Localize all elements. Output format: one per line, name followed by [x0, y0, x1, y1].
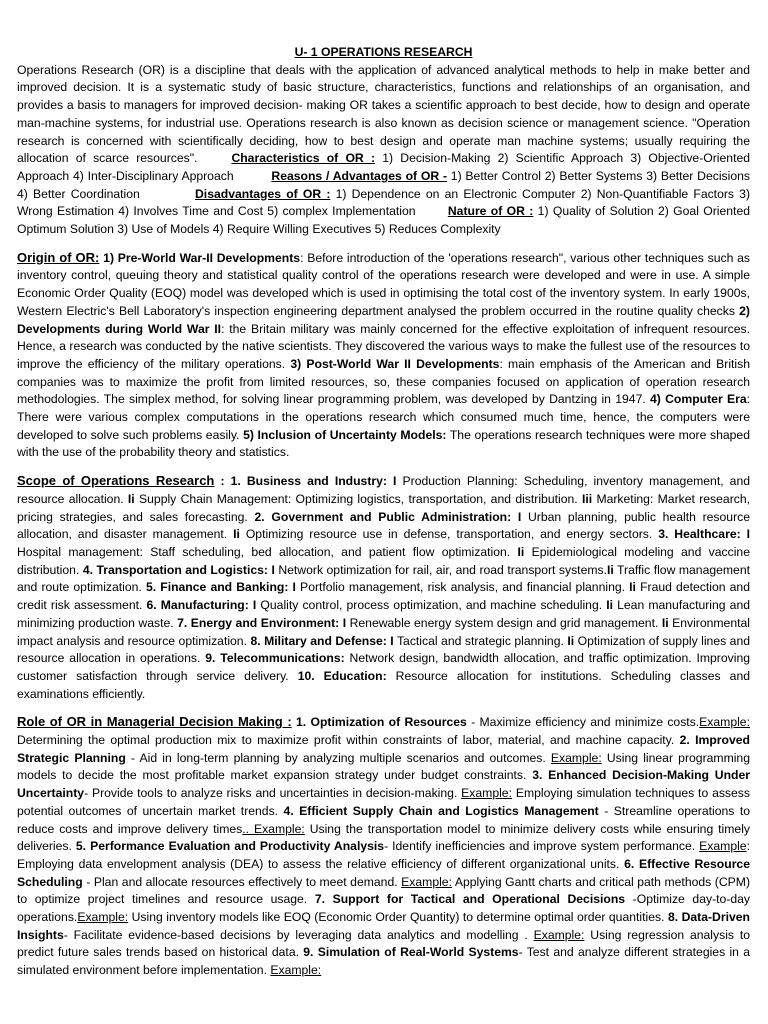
scope-label-1b: Ii	[127, 491, 135, 506]
role-example-text-5: : Employing data envelopment analysis (DEA) to assess the relative efficiency of different organizational units.	[17, 839, 750, 871]
intro-paragraph	[17, 62, 750, 239]
role-text-2: - Aid in long-term planning by analyzing multiple scenarios and outcomes.	[125, 750, 551, 765]
origin-text-5: The operations research techniques were more shaped with the use of the probability theory and statistics.	[17, 427, 750, 460]
scope-text-5: Portfolio management, risk analysis, and financial planning.	[295, 580, 630, 595]
scope-text-1: Production Planning: Scheduling, inventory management, and resource allocation.	[17, 474, 750, 506]
disadvantages-heading: Disadvantages of OR :	[195, 186, 331, 201]
scope-heading: Scope of Operations Research	[17, 473, 215, 489]
origin-text-4: : There were various complex computations in the operations research which consumed much time, hence, the computers were developed to solve such problems easily.	[17, 392, 750, 442]
origin-label-3: 3) Post-World War II Developments	[290, 356, 500, 371]
role-text-1: - Maximize efficiency and minimize costs.	[466, 715, 700, 730]
scope-label-9: 9. Telecommunications:	[205, 651, 345, 666]
role-label-4: 4. Efficient Supply Chain and Logistics Management	[283, 803, 599, 818]
role-text-3: - Provide tools to analyze risks and uncertainties in decision-making.	[84, 786, 462, 801]
role-example-text-4: Using the transportation model to minimize delivery costs while ensuring timely deliveries.	[17, 821, 750, 854]
role-example-text-8: Using regression analysis to predict future sales trends based on historical data.	[17, 927, 750, 960]
scope-label-4b: Ii	[606, 562, 614, 577]
role-example-3: Example:	[461, 786, 512, 801]
role-text-6: - Plan and allocate resources effectively to meet demand.	[82, 874, 402, 889]
characteristics-heading: Characteristics of OR :	[231, 151, 376, 166]
scope-label-6: 6. Manufacturing: I	[146, 598, 257, 613]
scope-text-7: Renewable energy system design and grid management.	[346, 615, 662, 630]
role-label-9: 9. Simulation of Real-World Systems	[303, 945, 519, 960]
role-example-text-6: Applying Gantt charts and critical path methods (CPM) to optimize project timelines and resource usage.	[17, 874, 750, 907]
scope-text-6b: Lean manufacturing and minimizing production waste.	[17, 598, 751, 630]
reasons-heading: Reasons / Advantages of OR -	[271, 168, 447, 183]
role-label-1: 1. Optimization of Resources	[291, 715, 467, 730]
scope-label-10: 10. Education:	[297, 668, 387, 683]
origin-label-5: 5) Inclusion of Uncertainty Models:	[243, 427, 447, 442]
scope-label-1: : 1. Business and Industry: I	[214, 474, 397, 489]
role-text-4: - Streamline operations to reduce costs and improve delivery times	[17, 803, 751, 836]
scope-label-1c: Iii	[581, 491, 593, 506]
scope-text-8: Tactical and strategic planning.	[393, 633, 568, 648]
scope-section	[17, 472, 750, 703]
characteristics-text: 1) Decision-Making 2) Scientific Approach 3) Objective-Oriented Approach 4) Inter-Disciplinary Approach	[17, 151, 751, 183]
role-example-text-1: Determining the optimal production mix to maximize profit within constraints of labor, material, and machine capacity.	[17, 733, 680, 748]
role-separator-4: ..	[242, 821, 254, 836]
role-section	[17, 713, 750, 980]
role-example-text-7: Using inventory models like EOQ (Economic Order Quantity) to determine optimal order quantities.	[128, 910, 668, 925]
scope-text-9: Network design, bandwidth allocation, and traffic optimization. Improving customer satisfaction through service delivery.	[17, 651, 751, 683]
role-example-4: Example:	[253, 821, 305, 836]
role-example-8: Example:	[533, 927, 585, 942]
nature-text: 1) Quality of Solution 2) Goal Oriented Optimum Solution 3) Use of Models 4) Require Willing Executives 5) Reduces Complexity	[17, 204, 750, 237]
reasons-text: 1) Better Control 2) Better Systems 3) Better Decisions 4) Better Coordination	[17, 168, 750, 201]
origin-label-2: 2) Developments during World War II	[17, 303, 750, 336]
role-label-8: 8. Data-Driven Insights	[17, 910, 750, 942]
origin-text-3: : main emphasis of the American and British companies was to maximize the profit from limited resources, so, these companies focused on application of operation research methodologies. The simplex method, for solving linear programming problem, was developed by Dantzing in 1947.	[17, 356, 750, 407]
role-text-5: - Identify inefficiencies and improve system performance.	[384, 839, 700, 854]
role-label-7: 7. Support for Tactical and Operational Decisions	[314, 892, 626, 907]
intro-text: Operations Research (OR) is a discipline that deals with the application of advanced analytical methods to help in make better and improved decision. It is a systematic study of basic structure, characteristics, functions and relationships of an organisation, and provides a basis to managers for improved decision- making OR takes a scientific approach to best decide, how to design and operate man-machine systems, for industrial use. Operations research is also known as decision science or management science. "Operation research is concerned with scientifically deciding, how to best design and operate man machine systems; usually requiring the allocation of scarce resources".	[17, 62, 750, 166]
origin-section	[17, 249, 750, 462]
scope-label-5: 5. Finance and Banking: I	[145, 580, 296, 595]
scope-text-1c: Marketing: Market research, pricing strategies, and sales forecasting.	[17, 491, 751, 524]
scope-label-2: 2. Government and Public Administration: I	[254, 509, 522, 524]
scope-text-4: Network optimization for rail, air, and road transport systems.	[274, 562, 607, 577]
scope-text-1b: Supply Chain Management: Optimizing logistics, transportation, and distribution.	[134, 491, 582, 506]
role-example-2: Example:	[550, 750, 602, 765]
scope-text-6: Quality control, process optimization, and machine scheduling.	[256, 598, 607, 613]
scope-text-7b: Environmental impact analysis and resource optimization.	[17, 615, 750, 648]
scope-text-4b: Traffic flow management and route optimization.	[17, 562, 750, 595]
disadvantages-text: 1) Dependence on an Electronic Computer 2) Non-Quantifiable Factors 3) Wrong Estimation 4) Involves Time and Cost 5) complex Implementation	[17, 186, 751, 219]
role-label-6: 6. Effective Resource Scheduling	[17, 856, 750, 889]
scope-label-3b: Ii	[517, 544, 525, 559]
role-text-8: - Facilitate evidence-based decisions by leveraging data analytics and modelling .	[63, 927, 534, 942]
role-text-9: - Test and analyze different strategies in a simulated environment before implementation.	[17, 945, 750, 978]
origin-text-1: : Before introduction of the 'operations research", various other techniques such as inventory control, queuing theory and statistical quality control of the operations research were developed and were in use. A simple Economic Order Quality (EOQ) model was developed which is used in optimising the total cost of the inventory system. In early 1900s, Western Electric's Bell Laboratory's inspection engineering department analysed the problem occurred in the routine quality checks	[17, 250, 750, 318]
scope-label-8: 8. Military and Defense: I	[250, 633, 394, 648]
role-example-text-3: Employing simulation techniques to assess potential outcomes of uncertain market trends.	[17, 786, 750, 818]
scope-text-5b: Fraud detection and credit risk assessment.	[17, 580, 750, 613]
role-example-text-2: Using linear programming models to decide the most profitable market expansion strategy under budget constraints.	[17, 750, 750, 783]
scope-label-7b: Ii	[661, 615, 669, 630]
scope-text-3b: Epidemiological modeling and vaccine distribution.	[17, 544, 750, 577]
scope-label-5b: Ii	[629, 580, 636, 595]
role-example-5: Example	[699, 839, 747, 854]
scope-text-10: Resource allocation for institutions. Scheduling classes and examinations efficiently.	[17, 668, 751, 701]
role-heading: Role of OR in Managerial Decision Making :	[17, 714, 292, 730]
scope-text-8b: Optimization of supply lines and resource allocation in operations.	[17, 633, 751, 666]
role-label-5: 5. Performance Evaluation and Productivity Analysis	[75, 839, 385, 854]
scope-label-8b: Ii	[567, 633, 575, 648]
role-example-6: Example:	[401, 874, 452, 889]
scope-label-6b: Ii	[606, 598, 613, 613]
role-example-9: Example:	[270, 963, 322, 978]
scope-label-3: 3. Healthcare: I	[658, 527, 750, 542]
origin-label-1: 1) Pre-World War-II Developments	[103, 250, 301, 265]
role-label-3: 3. Enhanced Decision-Making Under Uncertainty	[17, 768, 750, 801]
scope-text-3: Hospital management: Staff scheduling, bed allocation, and patient flow optimization.	[17, 544, 518, 559]
role-text-7: -Optimize day-to-day operations.	[17, 892, 751, 925]
origin-label-4: 4) Computer Era	[650, 392, 747, 407]
role-example-1: Example:	[699, 715, 750, 730]
scope-label-2b: Ii	[233, 527, 240, 542]
scope-label-7: 7. Energy and Environment: I	[177, 615, 347, 630]
page-title: U- 1 OPERATIONS RESEARCH	[294, 45, 473, 59]
scope-text-2: Urban planning, public health resource allocation, and disaster management.	[17, 509, 750, 542]
scope-text-2b: Optimizing resource use in defense, transportation, and energy sectors.	[239, 527, 659, 542]
nature-heading: Nature of OR :	[447, 204, 534, 219]
origin-heading: Origin of OR:	[17, 249, 100, 265]
scope-label-4: 4. Transportation and Logistics: I	[82, 562, 275, 577]
role-label-2: 2. Improved Strategic Planning	[17, 733, 750, 765]
role-example-7: Example:	[77, 910, 129, 925]
origin-text-2: : the Britain military was mainly concerned for the effective exploitation of infrequent resources. Hence, a research was conducted by the native scientists. They discovered the various ways to make the fullest use of the resources to improve the efficiency of the military operations.	[17, 321, 750, 371]
